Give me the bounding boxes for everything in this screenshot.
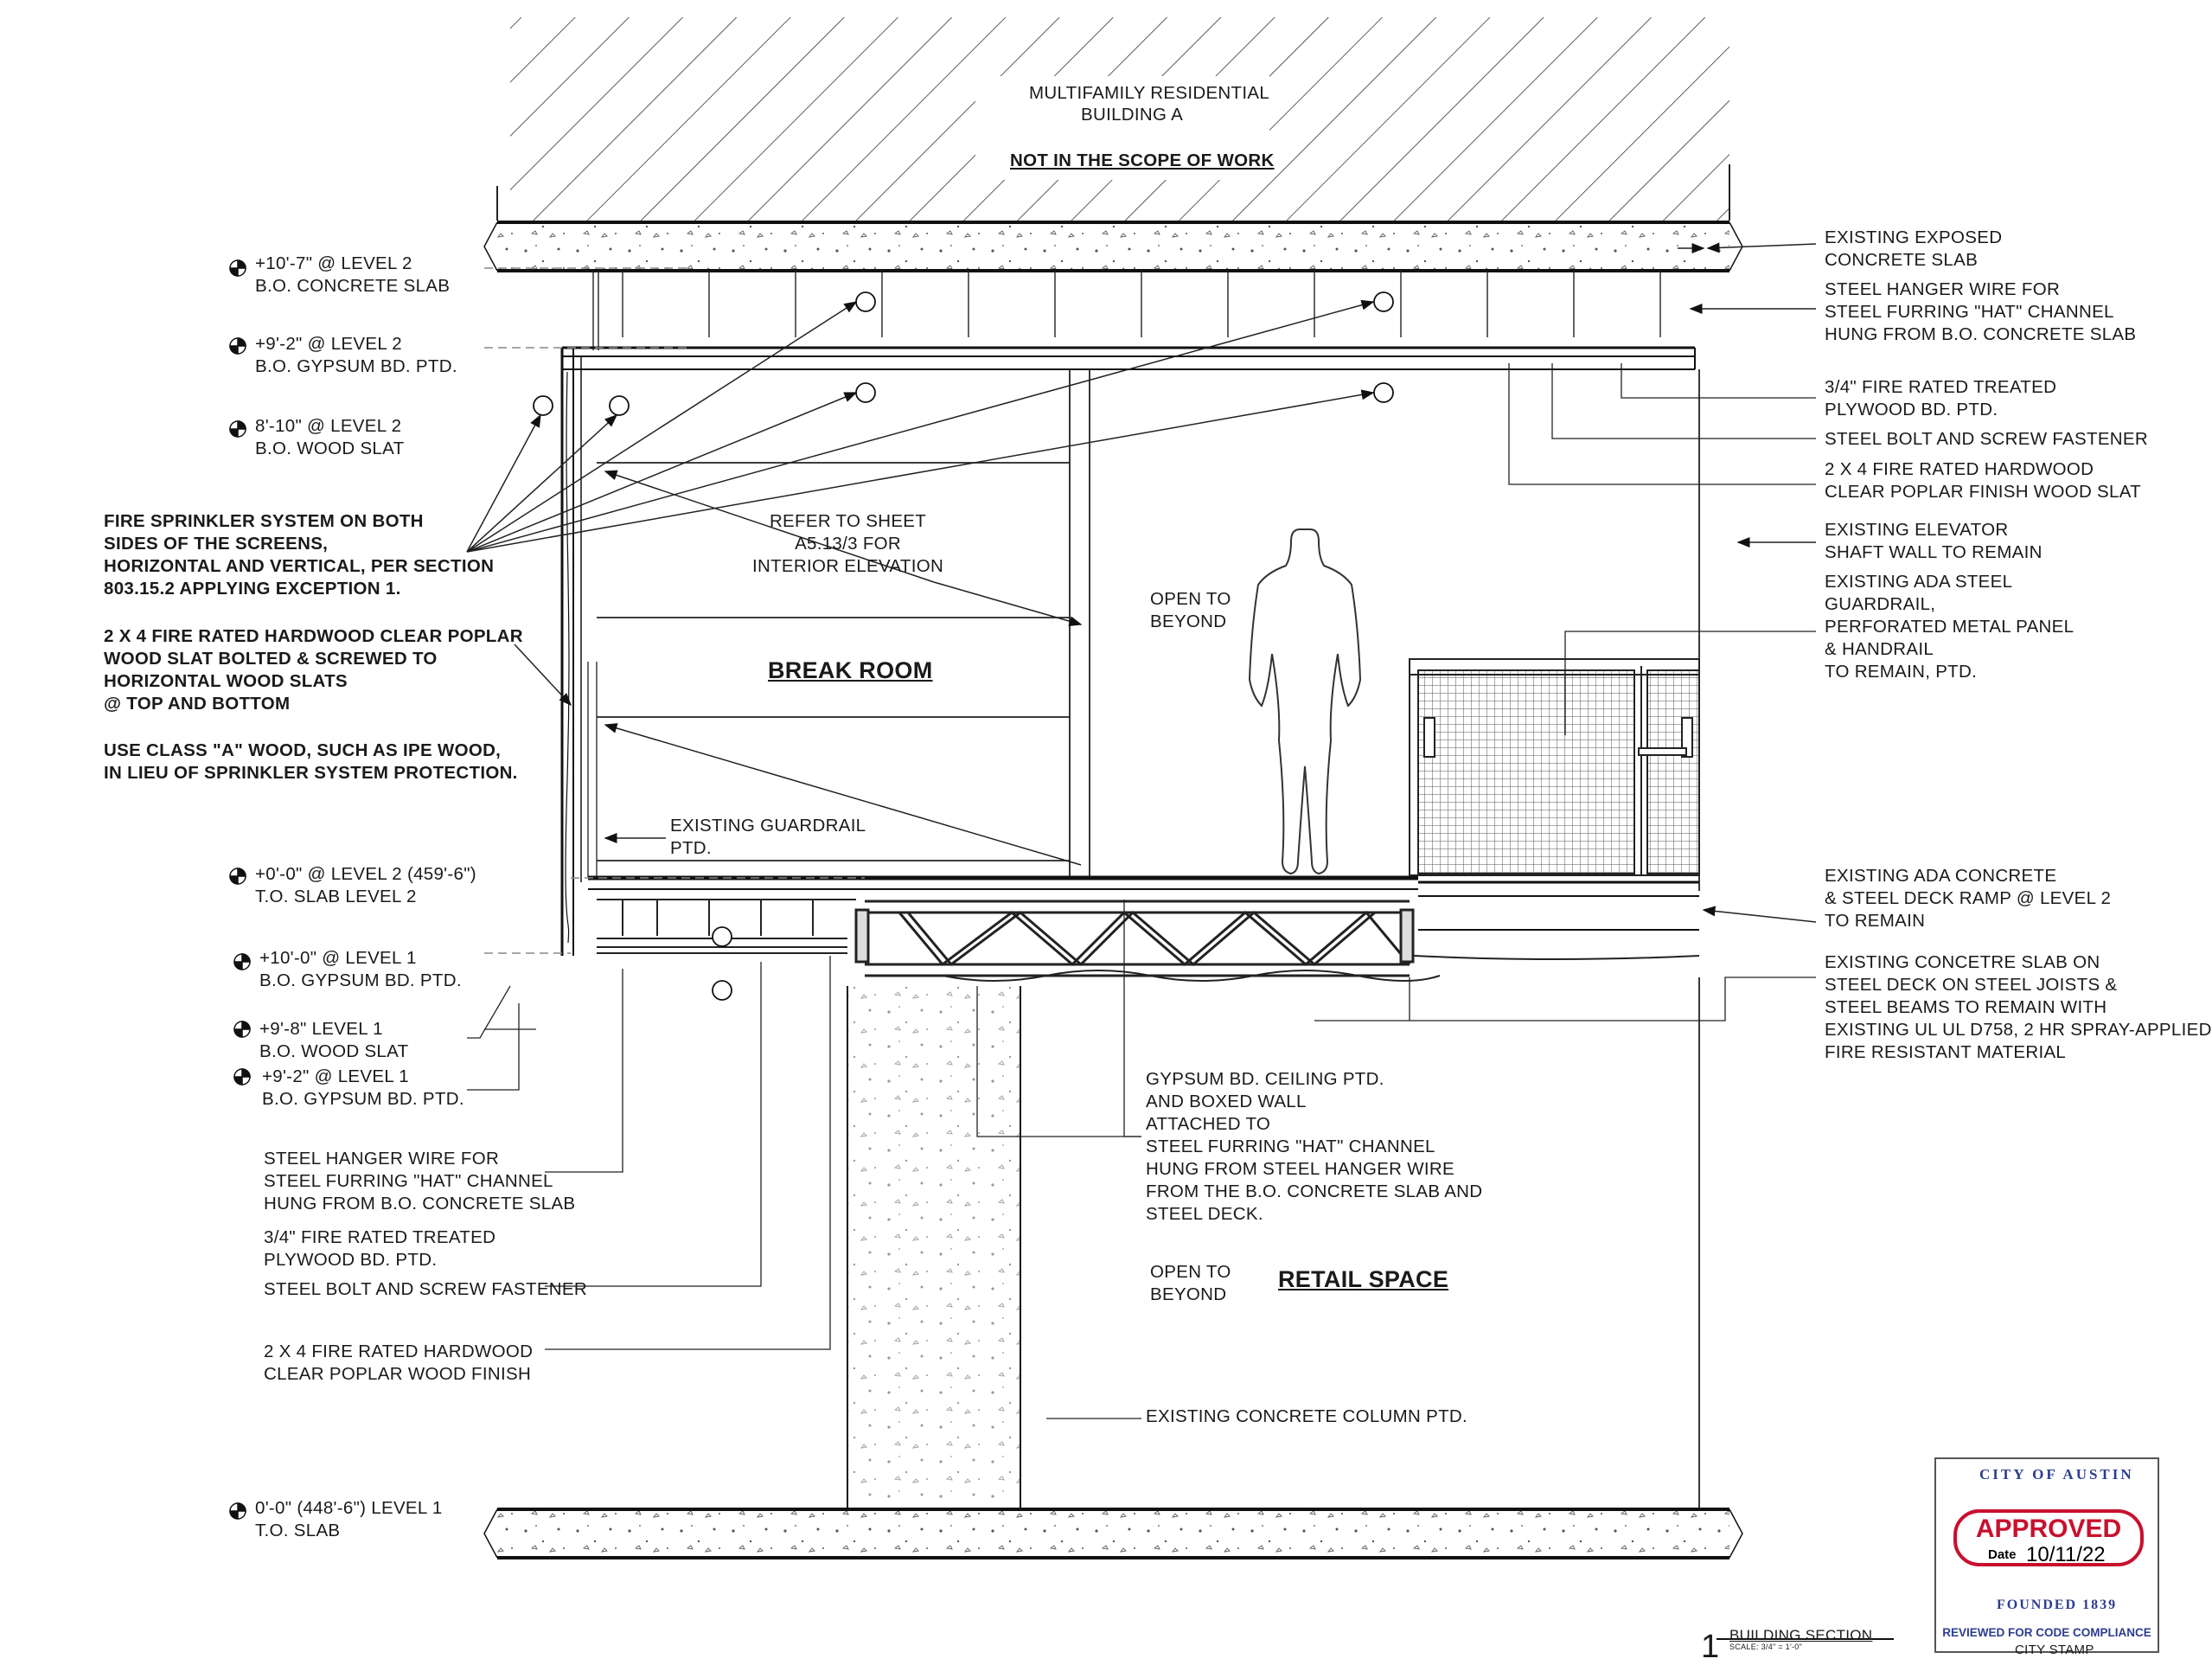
right-deck-note: EXISTING CONCETRE SLAB ON STEEL DECK ON STEEL JOISTS & STEEL BEAMS TO REMAIN WITH EXISTING UL UL D758, 2 HR SPRAY-APPLIED FIRE RESISTANT MATERIAL — [1825, 952, 2212, 1062]
lower-bolt-note: STEEL BOLT AND SCREW FASTENER — [264, 1279, 587, 1299]
upper-concrete-slab — [484, 222, 1742, 271]
stamp-caption: CITY STAMP — [2015, 1643, 2094, 1657]
ceiling-note: GYPSUM BD. CEILING PTD. AND BOXED WALL ATTACHED TO STEEL FURRING "HAT" CHANNEL HUNG FROM STEEL HANGER WIRE FROM THE B.O. CONCRETE SLAB AND STEEL DECK. — [1146, 1069, 1483, 1224]
right-slat-note: 2 X 4 FIRE RATED HARDWOOD CLEAR POPLAR FINISH WOOD SLAT — [1825, 459, 2141, 502]
building-name-line2: BUILDING A — [1081, 105, 1184, 125]
right-bolt-note: STEEL BOLT AND SCREW FASTENER — [1825, 429, 2148, 449]
stamp-date: 10/11/22 — [2026, 1543, 2106, 1566]
slat-note: 2 X 4 FIRE RATED HARDWOOD CLEAR POPLAR WOOD SLAT BOLTED & SCREWED TO HORIZONTAL WOOD SLATS @ TOP AND BOTTOM — [104, 626, 523, 714]
open-upper-note: OPEN TO BEYOND — [1150, 589, 1231, 631]
level-label: 0'-0" (448'-6") LEVEL 1 T.O. SLAB — [255, 1498, 443, 1540]
connector-lines — [467, 363, 1816, 1418]
existing-guardrail-note: EXISTING GUARDRAIL PTD. — [670, 816, 866, 858]
building-name-line1: MULTIFAMILY RESIDENTIAL — [1029, 83, 1270, 103]
lower-concrete-slab — [484, 1509, 1742, 1558]
level-label: +10'-0" @ LEVEL 1 B.O. GYPSUM BD. PTD. — [259, 948, 462, 990]
level-label: +9'-2" @ LEVEL 2 B.O. GYPSUM BD. PTD. — [255, 334, 457, 376]
drawing-scale: SCALE: 3/4" = 1'-0" — [1729, 1643, 1803, 1651]
right-plywood-note: 3/4" FIRE RATED TREATED PLYWOOD BD. PTD. — [1825, 377, 2057, 419]
break-room-label: BREAK ROOM — [768, 657, 933, 683]
scope-note: NOT IN THE SCOPE OF WORK — [1010, 150, 1275, 170]
level-symbols — [230, 260, 250, 1519]
sprinkler-note: FIRE SPRINKLER SYSTEM ON BOTH SIDES OF THE SCREENS, HORIZONTAL AND VERTICAL, PER SECTION 803.15.2 APPLYING EXCEPTION 1. — [104, 511, 495, 599]
lower-plywood-note: 3/4" FIRE RATED TREATED PLYWOOD BD. PTD. — [264, 1227, 496, 1270]
refer-note: REFER TO SHEET A5.13/3 FOR INTERIOR ELEVATION — [752, 511, 944, 576]
right-ramp-note: EXISTING ADA CONCRETE & STEEL DECK RAMP @ LEVEL 2 TO REMAIN — [1825, 866, 2112, 931]
right-slab-note: EXISTING EXPOSED CONCRETE SLAB — [1825, 227, 2003, 270]
right-guardrail-note: EXISTING ADA STEEL GUARDRAIL, PERFORATED METAL PANEL & HANDRAIL TO REMAIN, PTD. — [1825, 572, 2075, 682]
upper-ceiling-layers — [562, 348, 1695, 369]
right-elevator-note: EXISTING ELEVATOR SHAFT WALL TO REMAIN — [1825, 520, 2043, 562]
stamp-status: APPROVED — [1975, 1515, 2122, 1543]
drawing-number: 1 — [1701, 1629, 1720, 1665]
open-lower-note: OPEN TO BEYOND — [1150, 1262, 1231, 1304]
drawing-title: BUILDING SECTION — [1729, 1627, 1873, 1643]
level-label: 8'-10" @ LEVEL 2 B.O. WOOD SLAT — [255, 416, 405, 458]
steel-joist-truss — [856, 901, 1440, 981]
city-approval-stamp — [1934, 1457, 2159, 1653]
retail-space-label: RETAIL SPACE — [1278, 1266, 1449, 1292]
level-label: +0'-0" @ LEVEL 2 (459'-6") T.O. SLAB LEVEL 2 — [255, 864, 476, 906]
concrete-column — [847, 986, 1020, 1509]
stamp-founded: FOUNDED 1839 — [1997, 1598, 2118, 1612]
lower-hanger-note: STEEL HANGER WIRE FOR STEEL FURRING "HAT" CHANNEL HUNG FROM B.O. CONCRETE SLAB — [264, 1149, 576, 1214]
stamp-date-label: Date — [1988, 1547, 2017, 1562]
stamp-city: CITY OF AUSTIN — [1979, 1466, 2134, 1482]
wood-slat-screen — [562, 348, 581, 956]
level-label: +10'-7" @ LEVEL 2 B.O. CONCRETE SLAB — [255, 253, 451, 296]
hanger-wires — [593, 271, 1660, 350]
ada-guardrail — [1410, 659, 1699, 875]
class-a-note: USE CLASS "A" WOOD, SUCH AS IPE WOOD, IN LIEU OF SPRINKLER SYSTEM PROTECTION. — [104, 740, 518, 783]
column-note: EXISTING CONCRETE COLUMN PTD. — [1146, 1406, 1468, 1426]
right-hanger-note: STEEL HANGER WIRE FOR STEEL FURRING "HAT" CHANNEL HUNG FROM B.O. CONCRETE SLAB — [1825, 279, 2137, 344]
lower-finish-note: 2 X 4 FIRE RATED HARDWOOD CLEAR POPLAR WOOD FINISH — [264, 1342, 534, 1384]
sprinkler-heads — [534, 292, 1393, 1000]
human-figure-silhouette — [1250, 529, 1360, 874]
stamp-review: REVIEWED FOR CODE COMPLIANCE — [1942, 1626, 2151, 1639]
level-label: +9'-2" @ LEVEL 1 B.O. GYPSUM BD. PTD. — [262, 1066, 464, 1109]
level-label: +9'-8" LEVEL 1 B.O. WOOD SLAT — [259, 1019, 409, 1061]
